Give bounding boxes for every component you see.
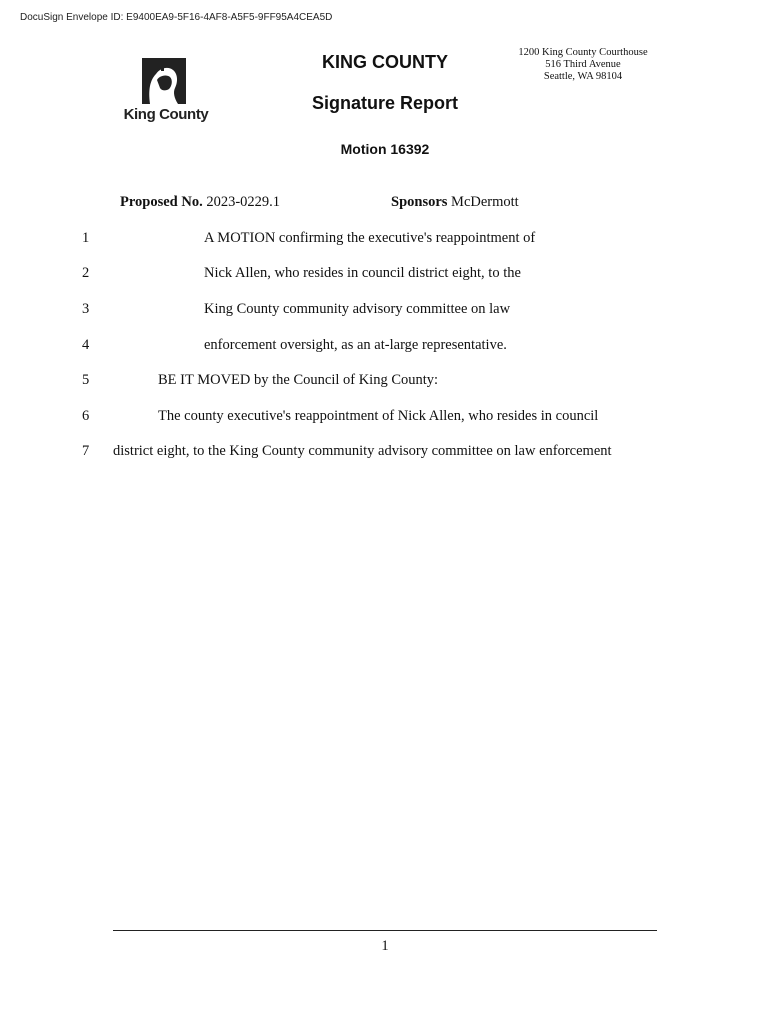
- motion-line: The county executive's reappointment of Nick Allen, who resides in council: [158, 408, 599, 424]
- address-block: [510, 47, 656, 83]
- address-line: 516 Third Avenue: [545, 59, 621, 70]
- docusign-envelope-id: DocuSign Envelope ID: E9400EA9-5F16-4AF8-A5F5-9FF95A4CEA5D: [20, 12, 333, 23]
- proposed-number: [120, 194, 280, 211]
- address-line: Seattle, WA 98104: [543, 71, 623, 82]
- sponsors-label: Sponsors: [391, 194, 448, 210]
- footer-divider: [113, 930, 657, 931]
- motion-line: enforcement oversight, as an at-large representative.: [204, 337, 507, 353]
- line-number: 2: [82, 265, 90, 281]
- line-number: 1: [82, 230, 90, 246]
- motion-line: district eight, to the King County community advisory committee on law enforcement: [113, 443, 612, 459]
- motion-title: Motion 16392: [340, 141, 430, 157]
- logo-text: King County: [123, 106, 209, 123]
- proposed-label: Proposed No.: [120, 194, 203, 210]
- page-number: 1: [381, 938, 389, 954]
- line-number: 3: [82, 301, 90, 317]
- motion-line: Nick Allen, who resides in council district eight, to the: [204, 265, 521, 281]
- motion-line: A MOTION confirming the executive's reappointment of: [204, 230, 536, 246]
- proposed-value: 2023-0229.1: [206, 194, 281, 210]
- sponsors: [391, 194, 519, 211]
- line-number: 7: [82, 443, 90, 459]
- motion-line: BE IT MOVED by the Council of King County:: [158, 372, 439, 388]
- motion-line: King County community advisory committee on law: [204, 301, 511, 317]
- mlk-portrait-logo-icon: [142, 58, 186, 104]
- line-number: 5: [82, 372, 90, 388]
- report-title: Signature Report: [311, 93, 458, 113]
- county-name: KING COUNTY: [322, 52, 448, 72]
- king-county-logo: [118, 58, 214, 128]
- address-line: 1200 King County Courthouse: [518, 47, 648, 58]
- sponsors-value: McDermott: [451, 194, 519, 210]
- line-number: 6: [82, 408, 90, 424]
- line-number: 4: [82, 337, 90, 353]
